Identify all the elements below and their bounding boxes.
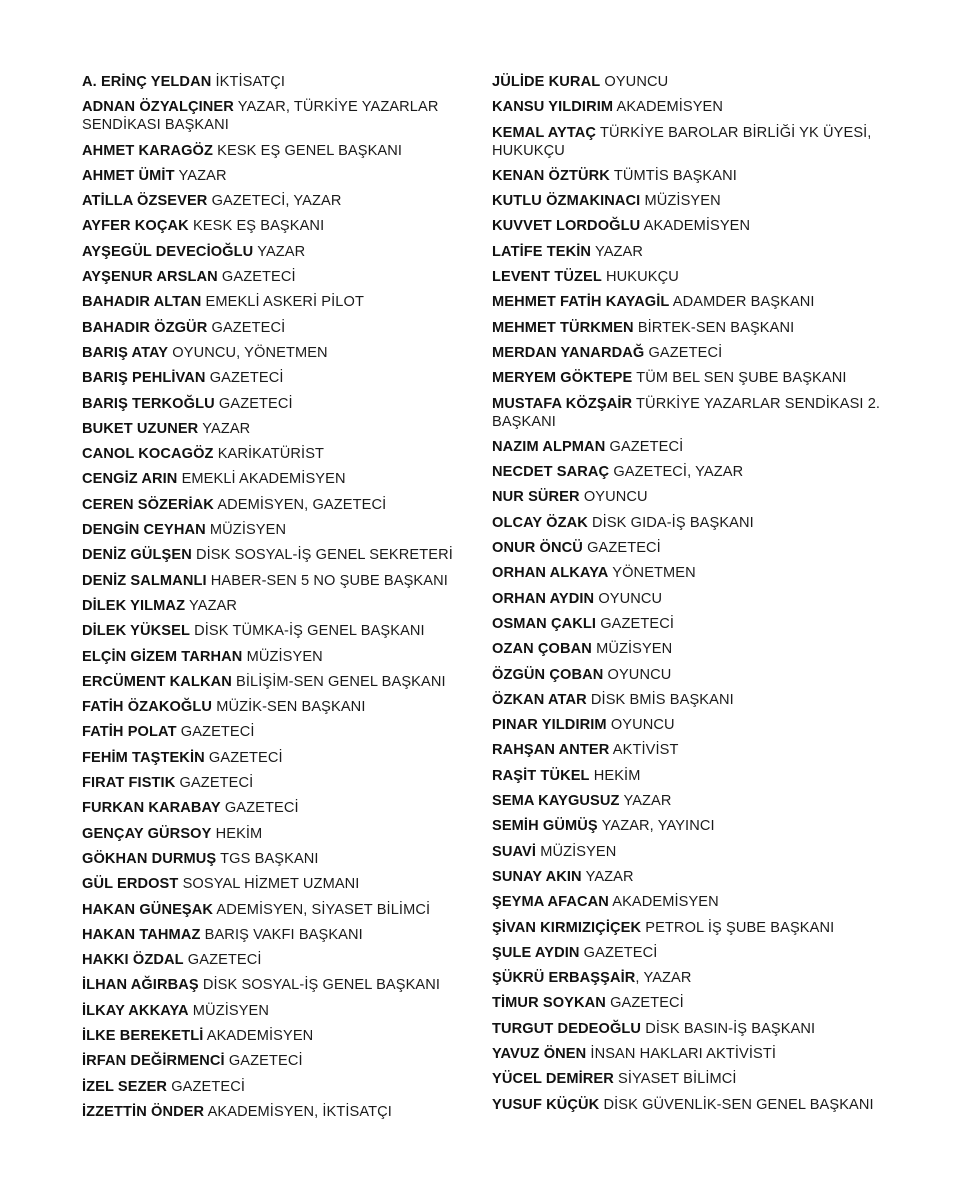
signatory-entry — [492, 843, 892, 861]
signatory-entry — [82, 723, 467, 741]
signatory-role: SOSYAL HİZMET UZMANI — [182, 876, 360, 893]
signatory-entry — [492, 590, 892, 608]
signatory-name: HAKAN GÜNEŞAK — [82, 901, 214, 918]
signatory-name: YÜCEL DEMİRER — [492, 1071, 614, 1088]
signatory-role: ADEMİSYEN, GAZETECİ — [217, 496, 387, 513]
signatory-role: GAZETECİ — [208, 749, 283, 766]
signatory-name: FIRAT FISTIK — [82, 775, 176, 792]
signatory-entry — [492, 1045, 892, 1063]
signatory-name: PINAR YILDIRIM — [492, 717, 607, 734]
signatory-entry — [492, 919, 892, 937]
signatory-role: KARİKATÜRİST — [217, 446, 325, 463]
signatory-role: GAZETECİ — [228, 1053, 303, 1070]
signatory-role: GAZETECİ — [587, 540, 661, 557]
signatory-entry — [82, 420, 467, 438]
signatory-role: GAZETECİ — [180, 724, 255, 741]
signatory-name: GENÇAY GÜRSOY — [82, 825, 212, 842]
signatory-name: HAKKI ÖZDAL — [82, 952, 184, 969]
signatory-name: İRFAN DEĞİRMENCİ — [82, 1053, 225, 1070]
signatory-entry — [492, 344, 892, 362]
signatory-entry — [492, 514, 892, 532]
signatory-name: LEVENT TÜZEL — [492, 269, 602, 286]
signatory-entry — [82, 572, 467, 590]
signatory-entry — [492, 868, 892, 886]
signatory-role: YAZAR — [594, 243, 644, 260]
signatory-name: İZEL SEZER — [82, 1078, 168, 1095]
signatory-role: GAZETECİ — [179, 775, 254, 792]
signatory-list-left — [82, 73, 467, 1128]
signatory-entry — [82, 142, 467, 160]
signatory-role: DİSK SOSYAL-İŞ GENEL SEKRETERİ — [196, 547, 453, 564]
signatory-entry — [492, 268, 892, 286]
signatory-role: YAZAR — [623, 793, 672, 810]
signatory-role: TÜMTİS BAŞKANI — [613, 167, 737, 184]
signatory-name: NUR SÜRER — [492, 489, 580, 506]
signatory-role: OYUNCU — [610, 717, 675, 734]
signatory-name: BAHADIR ALTAN — [82, 294, 202, 311]
signatory-entry — [82, 1027, 467, 1045]
signatory-name: SUNAY AKIN — [492, 868, 582, 885]
signatory-name: ERCÜMENT KALKAN — [82, 673, 232, 690]
signatory-name: JÜLİDE KURAL — [492, 74, 601, 90]
signatory-entry — [492, 124, 892, 160]
signatory-name: GÖKHAN DURMUŞ — [82, 850, 217, 867]
signatory-name: OSMAN ÇAKLI — [492, 615, 597, 632]
signatory-name: İLKE BEREKETLİ — [82, 1027, 204, 1044]
signatory-entry — [492, 640, 892, 658]
signatory-name: KENAN ÖZTÜRK — [492, 167, 610, 184]
signatory-name: NECDET SARAÇ — [492, 464, 610, 481]
signatory-role: KESK EŞ BAŞKANI — [192, 218, 325, 235]
signatory-role: TÜM BEL SEN ŞUBE BAŞKANI — [636, 370, 847, 387]
signatory-name: TURGUT DEDEOĞLU — [492, 1020, 642, 1037]
signatory-name: CANOL KOCAGÖZ — [82, 446, 214, 463]
signatory-name: AHMET KARAGÖZ — [82, 142, 214, 159]
signatory-name: FURKAN KARABAY — [82, 800, 221, 817]
signatory-entry — [492, 73, 892, 91]
signatory-entry — [492, 994, 892, 1012]
signatory-name: YUSUF KÜÇÜK — [492, 1096, 600, 1113]
signatory-role: , YAZAR — [635, 970, 692, 987]
signatory-role: ADEMİSYEN, SİYASET BİLİMCİ — [216, 901, 431, 918]
signatory-entry — [82, 1103, 467, 1121]
signatory-role: GAZETECİ — [187, 952, 262, 969]
signatory-name: AYFER KOÇAK — [82, 218, 189, 235]
signatory-entry — [82, 521, 467, 539]
signatory-name: ORHAN AYDIN — [492, 590, 595, 607]
signatory-entry — [82, 597, 467, 615]
signatory-role: AKADEMİSYEN, İKTİSATÇI — [207, 1103, 392, 1120]
signatory-role: OYUNCU — [604, 74, 669, 90]
signatory-role: OYUNCU — [583, 489, 648, 506]
signatory-role: OYUNCU — [598, 590, 663, 607]
signatory-name: SUAVİ — [492, 843, 537, 860]
signatory-entry — [492, 944, 892, 962]
signatory-entry — [82, 369, 467, 387]
signatory-entry — [492, 438, 892, 456]
signatory-role: EMEKLİ AKADEMİSYEN — [181, 471, 346, 488]
signatory-entry — [492, 893, 892, 911]
signatory-role: MÜZİSYEN — [246, 648, 323, 665]
signatory-name: MUSTAFA KÖZŞAİR — [492, 395, 633, 412]
signatory-entry — [492, 167, 892, 185]
signatory-entry — [492, 817, 892, 835]
signatory-role: DİSK SOSYAL-İŞ GENEL BAŞKANI — [202, 977, 441, 994]
signatory-entry — [82, 673, 467, 691]
signatory-entry — [492, 741, 892, 759]
signatory-role: YAZAR — [202, 420, 251, 437]
signatory-role: GAZETECİ — [609, 438, 684, 455]
signatory-entry — [82, 192, 467, 210]
signatory-name: İZZETTİN ÖNDER — [82, 1103, 205, 1120]
signatory-role: MÜZİSYEN — [596, 641, 673, 658]
signatory-role: İKTİSATÇI — [215, 74, 286, 90]
signatory-role: AKADEMİSYEN — [612, 894, 719, 911]
signatory-entry — [492, 293, 892, 311]
signatory-entry — [492, 564, 892, 582]
signatory-name: DENİZ GÜLŞEN — [82, 547, 192, 564]
signatory-entry — [492, 217, 892, 235]
signatory-entry — [82, 850, 467, 868]
signatory-entry — [492, 666, 892, 684]
signatory-name: A. ERİNÇ YELDAN — [82, 74, 212, 90]
signatory-entry — [82, 217, 467, 235]
signatory-entry — [82, 976, 467, 994]
signatory-name: KEMAL AYTAÇ — [492, 124, 597, 141]
signatory-role: AKADEMİSYEN — [206, 1027, 314, 1044]
signatory-role: GAZETECİ — [218, 395, 293, 412]
signatory-name: BAHADIR ÖZGÜR — [82, 319, 208, 336]
signatory-name: LATİFE TEKİN — [492, 243, 592, 260]
signatory-role: DİSK GIDA-İŞ BAŞKANI — [592, 514, 754, 531]
signatory-name: GÜL ERDOST — [82, 876, 179, 893]
signatory-name: İLKAY AKKAYA — [82, 1002, 189, 1019]
signatory-entry — [492, 319, 892, 337]
signatory-name: KANSU YILDIRIM — [492, 99, 614, 116]
signatory-name: OZAN ÇOBAN — [492, 641, 592, 658]
signatory-entry — [492, 539, 892, 557]
signatory-name: CENGİZ ARIN — [82, 471, 178, 488]
signatory-role: DİSK GÜVENLİK-SEN GENEL BAŞKANI — [603, 1096, 874, 1113]
signatory-name: ŞİVAN KIRMIZIÇİÇEK — [492, 919, 642, 936]
signatory-role: DİSK BASIN-İŞ BAŞKANI — [645, 1020, 816, 1037]
signatory-entry — [82, 825, 467, 843]
signatory-name: DİLEK YILMAZ — [82, 597, 186, 614]
signatory-entry — [82, 243, 467, 261]
signatory-name: MERDAN YANARDAĞ — [492, 344, 645, 361]
signatory-name: ŞEYMA AFACAN — [492, 894, 609, 911]
signatory-role: MÜZİSYEN — [644, 193, 721, 210]
signatory-name: KUVVET LORDOĞLU — [492, 218, 641, 235]
signatory-role: EMEKLİ ASKERİ PİLOT — [205, 294, 364, 311]
signatory-name: RAHŞAN ANTER — [492, 742, 610, 759]
signatory-entry — [82, 344, 467, 362]
signatory-name: KUTLU ÖZMAKINACI — [492, 193, 641, 210]
signatory-role: DİSK TÜMKA-İŞ GENEL BAŞKANI — [194, 623, 425, 640]
signatory-role: GAZETECİ — [171, 1078, 246, 1095]
signatory-name: ÖZKAN ATAR — [492, 691, 587, 708]
signatory-name: YAVUZ ÖNEN — [492, 1045, 587, 1062]
signatory-entry — [492, 243, 892, 261]
signatory-name: MERYEM GÖKTEPE — [492, 370, 633, 387]
signatory-role: GAZETECİ — [600, 615, 674, 632]
signatory-role: TGS BAŞKANI — [220, 850, 319, 867]
signatory-name: FATİH POLAT — [82, 724, 177, 741]
signatory-entry — [82, 167, 467, 185]
signatory-role: YAZAR, YAYINCI — [601, 818, 715, 835]
signatory-role: GAZETECİ — [610, 995, 684, 1012]
signatory-role: HABER-SEN 5 NO ŞUBE BAŞKANI — [210, 572, 448, 589]
signatory-entry — [82, 901, 467, 919]
signatory-role: BİLİŞİM-SEN GENEL BAŞKANI — [236, 673, 446, 690]
signatory-entry — [492, 1096, 892, 1114]
signatory-name: SEMİH GÜMÜŞ — [492, 818, 598, 835]
signatory-name: MEHMET TÜRKMEN — [492, 319, 634, 336]
signatory-name: TİMUR SOYKAN — [492, 995, 606, 1012]
signatory-name: BUKET UZUNER — [82, 420, 199, 437]
signatory-role: GAZETECİ, YAZAR — [211, 193, 342, 210]
signatory-name: AHMET ÜMİT — [82, 167, 175, 184]
signatory-role: GAZETECİ — [209, 370, 284, 387]
signatory-list-right — [492, 73, 892, 1121]
signatory-entry — [492, 615, 892, 633]
signatory-entry — [82, 648, 467, 666]
signatory-name: ONUR ÖNCÜ — [492, 540, 583, 557]
signatory-entry — [82, 1078, 467, 1096]
signatory-role: MÜZİSYEN — [540, 843, 617, 860]
signatory-entry — [492, 767, 892, 785]
signatory-role: OYUNCU — [607, 666, 672, 683]
signatory-role: KESK EŞ GENEL BAŞKANI — [217, 142, 403, 159]
signatory-role: YAZAR — [178, 167, 227, 184]
signatory-entry — [82, 875, 467, 893]
signatory-entry — [82, 445, 467, 463]
signatory-entry — [492, 192, 892, 210]
signatory-name: HAKAN TAHMAZ — [82, 926, 201, 943]
signatory-entry — [82, 470, 467, 488]
signatory-entry — [82, 293, 467, 311]
signatory-entry — [492, 463, 892, 481]
signatory-entry — [492, 369, 892, 387]
signatory-name: BARIŞ TERKOĞLU — [82, 395, 215, 412]
signatory-entry — [492, 395, 892, 431]
signatory-name: SEMA KAYGUSUZ — [492, 793, 620, 810]
signatory-entry — [82, 698, 467, 716]
signatory-name: DENGİN CEYHAN — [82, 522, 206, 539]
signatory-entry — [492, 1070, 892, 1088]
signatory-role: DİSK BMİS BAŞKANI — [590, 691, 734, 708]
signatory-role: OYUNCU, YÖNETMEN — [172, 344, 328, 361]
signatory-role: AKTİVİST — [612, 742, 679, 759]
signatory-role: GAZETECİ, YAZAR — [613, 464, 744, 481]
signatory-entry — [82, 268, 467, 286]
signatory-role: MÜZİSYEN — [192, 1002, 270, 1019]
signatory-name: OLCAY ÖZAK — [492, 514, 588, 531]
signatory-name: DENİZ SALMANLI — [82, 572, 207, 589]
signatory-entry — [82, 774, 467, 792]
signatory-entry — [82, 1002, 467, 1020]
signatory-entry — [82, 73, 467, 91]
signatory-role: BARIŞ VAKFI BAŞKANI — [204, 926, 363, 943]
signatory-role: HEKİM — [593, 767, 641, 784]
signatory-entry — [82, 319, 467, 337]
signatory-role: GAZETECİ — [583, 944, 658, 961]
signatory-entry — [492, 1020, 892, 1038]
signatory-name: ŞÜKRÜ ERBAŞŞAİR — [492, 970, 636, 987]
signatory-role: HUKUKÇU — [606, 269, 679, 286]
signatory-role: SİYASET BİLİMCİ — [618, 1071, 737, 1088]
signatory-role: HEKİM — [215, 825, 263, 842]
signatory-role: ADAMDER BAŞKANI — [672, 294, 815, 311]
signatory-name: FEHİM TAŞTEKİN — [82, 749, 205, 766]
signatory-name: DİLEK YÜKSEL — [82, 623, 190, 640]
signatory-role: TÜRKİYE BAROLAR BİRLİĞİ YK ÜYESİ, HUKUKÇU — [492, 124, 872, 159]
signatory-entry — [492, 716, 892, 734]
signatory-entry — [82, 622, 467, 640]
signatory-entry — [82, 926, 467, 944]
signatory-role: GAZETECİ — [221, 269, 296, 286]
signatory-name: ÖZGÜN ÇOBAN — [492, 666, 604, 683]
signatory-name: NAZIM ALPMAN — [492, 438, 606, 455]
signatory-entry — [492, 488, 892, 506]
signatory-role: TÜRKİYE YAZARLAR SENDİKASI 2. BAŞKANI — [492, 395, 881, 430]
signatory-name: BARIŞ ATAY — [82, 344, 169, 361]
signatory-entry — [82, 749, 467, 767]
signatory-entry — [82, 546, 467, 564]
signatory-entry — [492, 969, 892, 987]
signatory-name: ATİLLA ÖZSEVER — [82, 193, 208, 210]
signatory-name: RAŞİT TÜKEL — [492, 767, 590, 784]
signatory-entry — [492, 691, 892, 709]
signatory-entry — [492, 98, 892, 116]
signatory-role: BİRTEK-SEN BAŞKANI — [637, 319, 795, 336]
signatory-entry — [492, 792, 892, 810]
signatory-name: MEHMET FATİH KAYAGİL — [492, 294, 670, 311]
signatory-role: YAZAR — [585, 868, 634, 885]
signatory-name: ORHAN ALKAYA — [492, 565, 609, 582]
signatory-entry — [82, 496, 467, 514]
signatory-name: CEREN SÖZERİAK — [82, 496, 214, 513]
signatory-role: MÜZİK-SEN BAŞKANI — [216, 699, 366, 716]
signatory-name: AYŞENUR ARSLAN — [82, 269, 218, 286]
signatory-role: İNSAN HAKLARI AKTİVİSTİ — [590, 1045, 777, 1062]
signatory-name: ADNAN ÖZYALÇINER — [82, 99, 234, 116]
signatory-role: MÜZİSYEN — [209, 522, 287, 539]
signatory-name: İLHAN AĞIRBAŞ — [82, 977, 199, 994]
signatory-entry — [82, 98, 467, 134]
signatory-role: GAZETECİ — [224, 800, 299, 817]
signatory-name: AYŞEGÜL DEVECİOĞLU — [82, 243, 254, 260]
signatory-role: PETROL İŞ ŞUBE BAŞKANI — [645, 919, 835, 936]
signatory-role: GAZETECİ — [648, 344, 723, 361]
signatory-entry — [82, 951, 467, 969]
signatory-role: AKADEMİSYEN — [643, 218, 751, 235]
signatory-name: BARIŞ PEHLİVAN — [82, 370, 206, 387]
signatory-entry — [82, 395, 467, 413]
signatory-entry — [82, 799, 467, 817]
signatory-role: YAZAR — [257, 243, 306, 260]
signatory-role: AKADEMİSYEN — [616, 99, 724, 116]
signatory-role: YÖNETMEN — [612, 565, 696, 582]
signatory-role: YAZAR — [189, 597, 238, 614]
signatory-role: GAZETECİ — [211, 319, 286, 336]
signatory-name: ŞULE AYDIN — [492, 944, 580, 961]
signatory-name: FATİH ÖZAKOĞLU — [82, 699, 213, 716]
signatory-role: YAZAR, TÜRKİYE YAZARLAR SENDİKASI BAŞKANI — [82, 99, 439, 134]
signatory-entry — [82, 1052, 467, 1070]
signatory-name: ELÇİN GİZEM TARHAN — [82, 648, 243, 665]
